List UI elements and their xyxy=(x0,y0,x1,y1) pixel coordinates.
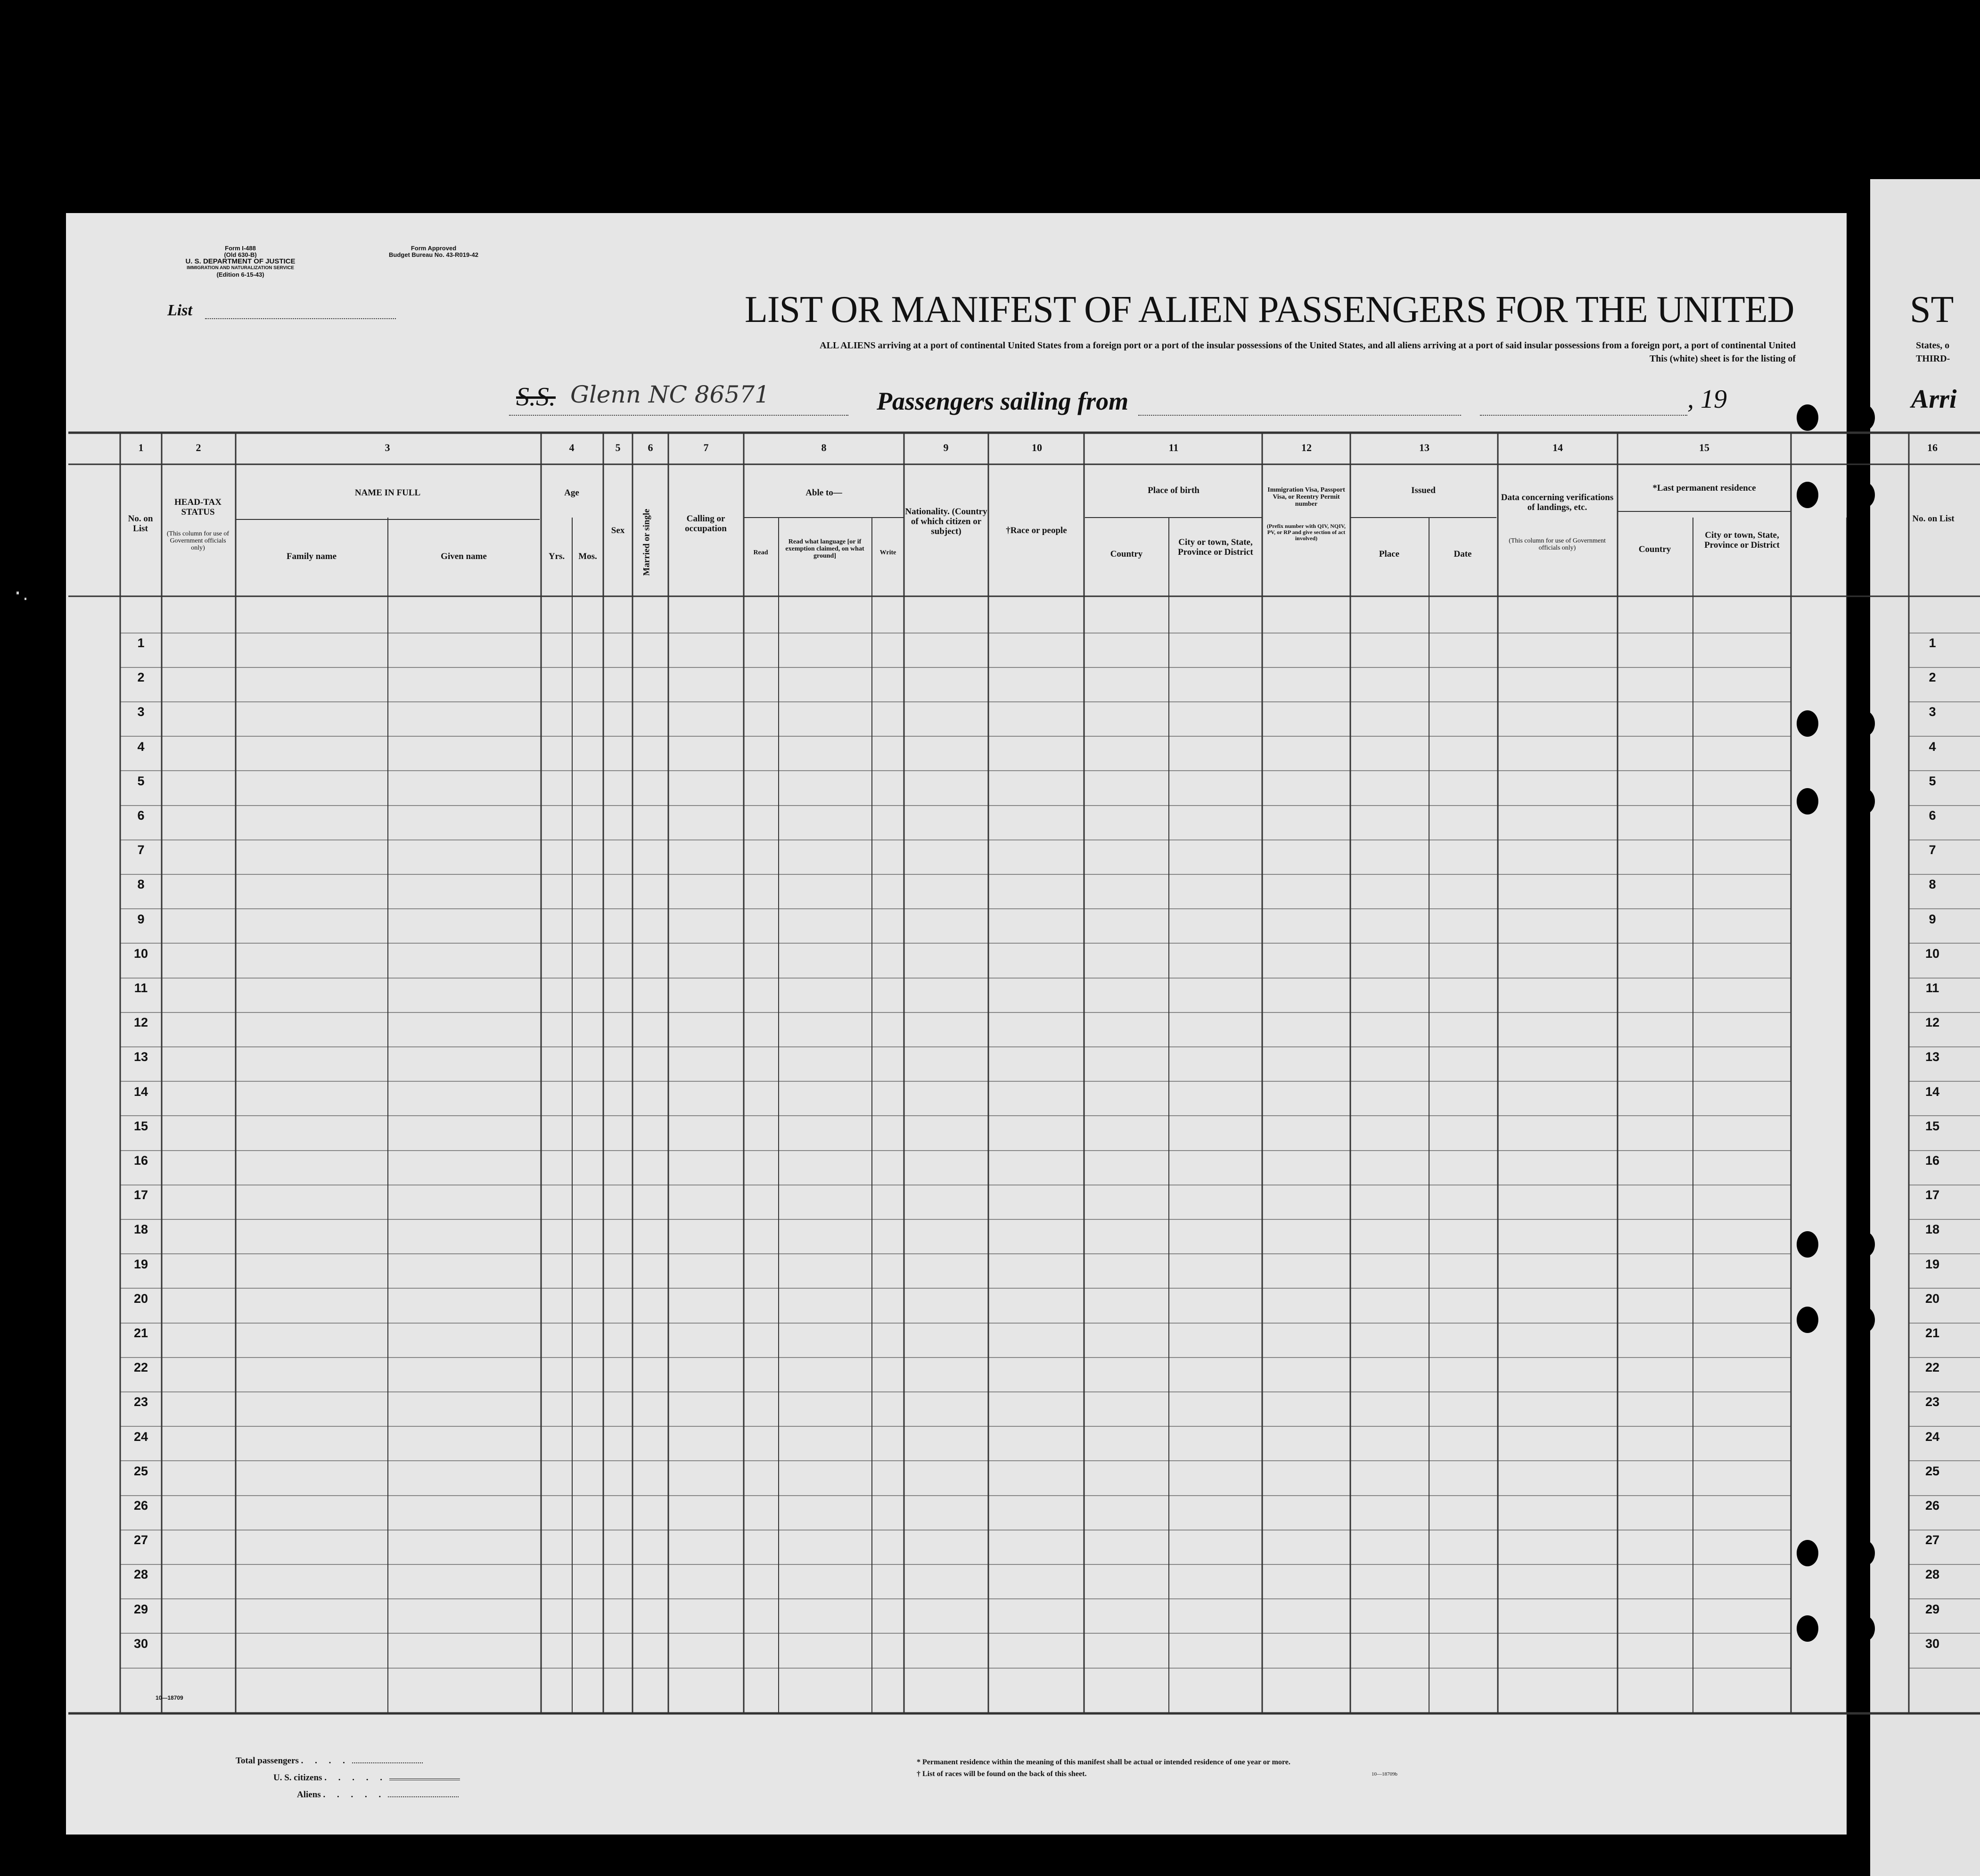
row-number: 7 xyxy=(137,843,145,857)
header-data-concerning: Data concerning verifications of landings, etc. xyxy=(1501,493,1614,512)
binding-hole xyxy=(1853,1307,1875,1333)
year-label: , 19 xyxy=(1687,385,1727,414)
us-citizens-label: U. S. citizens xyxy=(273,1773,322,1783)
ship-prefix: S.S. xyxy=(516,382,556,411)
header-no-on-list2: No. on List xyxy=(1912,514,1955,524)
row-number: 17 xyxy=(133,1188,148,1202)
row-number-right: 15 xyxy=(1925,1119,1940,1133)
row-number-right: 16 xyxy=(1925,1153,1940,1168)
row-number: 23 xyxy=(133,1395,148,1409)
row-number: 13 xyxy=(133,1050,148,1064)
header-race: †Race or people xyxy=(1006,526,1067,535)
column-number: 3 xyxy=(385,442,390,453)
row-number: 30 xyxy=(133,1637,148,1651)
aliens-label: Aliens xyxy=(297,1790,321,1800)
header-read: Read xyxy=(753,549,768,556)
row-number: 5 xyxy=(137,774,145,788)
instructions-right2: THIRD- xyxy=(1916,354,1950,364)
row-number-right: 13 xyxy=(1925,1050,1940,1064)
header-data-note: (This column for use of Government officials only) xyxy=(1509,537,1606,551)
row-number-right: 28 xyxy=(1925,1567,1940,1581)
column-number: 1 xyxy=(138,442,144,453)
header-family-name: Family name xyxy=(286,551,337,561)
row-number: 27 xyxy=(133,1533,148,1547)
header-date: Date xyxy=(1454,549,1472,559)
binding-hole xyxy=(1797,404,1818,431)
row-number: 24 xyxy=(133,1430,148,1444)
binding-hole xyxy=(1797,1540,1818,1566)
column-number: 6 xyxy=(648,442,653,453)
row-number: 14 xyxy=(133,1085,148,1099)
row-number-right: 20 xyxy=(1925,1292,1940,1306)
row-number-right: 24 xyxy=(1925,1430,1940,1444)
column-number: 4 xyxy=(569,442,575,453)
binding-hole xyxy=(1853,710,1875,737)
row-number: 29 xyxy=(133,1602,148,1616)
service: IMMIGRATION AND NATURALIZATION SERVICE xyxy=(187,265,294,271)
row-number: 2 xyxy=(137,670,145,684)
footnote-2: † List of races will be found on the back of this sheet. xyxy=(917,1770,1087,1778)
header-married: Married or single xyxy=(641,509,652,576)
print-code: 10—18709 xyxy=(156,1695,183,1701)
header-mos: Mos. xyxy=(578,551,597,561)
row-number-right: 2 xyxy=(1929,670,1936,684)
row-number: 25 xyxy=(133,1464,148,1478)
row-number-right: 8 xyxy=(1929,877,1936,891)
header-write: Write xyxy=(879,549,896,556)
header-read-language: Read what language [or if exemption claimed, on what ground] xyxy=(785,538,864,560)
row-number-right: 14 xyxy=(1925,1085,1940,1099)
header-able-to: Able to— xyxy=(805,488,842,498)
row-number-right: 22 xyxy=(1925,1360,1940,1374)
column-number: 14 xyxy=(1553,442,1563,453)
row-number-right: 18 xyxy=(1925,1222,1940,1236)
us-citizens-field[interactable] xyxy=(389,1778,460,1780)
total-passengers-label: Total passengers xyxy=(236,1756,299,1766)
row-number-right: 6 xyxy=(1929,808,1936,823)
total-passengers-row: Total passengers . . . . xyxy=(236,1756,460,1773)
budget-number: Budget Bureau No. 43-R019-42 xyxy=(389,251,478,258)
header-name-in-full: NAME IN FULL xyxy=(354,488,421,498)
totals xyxy=(236,1756,460,1807)
row-number: 19 xyxy=(133,1257,148,1271)
binding-hole xyxy=(1853,404,1875,431)
column-number: 2 xyxy=(196,442,201,453)
arriving-label: Arri xyxy=(1911,385,1957,414)
row-number: 22 xyxy=(133,1360,148,1374)
row-number: 18 xyxy=(133,1222,148,1236)
row-number: 16 xyxy=(133,1153,148,1168)
header-place: Place xyxy=(1379,549,1400,559)
ship-name-handwritten: Glenn NC 86571 xyxy=(570,381,770,408)
binding-hole xyxy=(1797,482,1818,508)
department: U. S. DEPARTMENT OF JUSTICE xyxy=(185,257,296,265)
header-age: Age xyxy=(564,488,579,498)
header-last-residence: *Last permanent residence xyxy=(1652,483,1756,493)
header-visa-note: (Prefix number with QIV, NQIV, PV, or RP and give section of act involved) xyxy=(1266,523,1346,542)
column-number: 13 xyxy=(1419,442,1430,453)
row-number-right: 10 xyxy=(1925,946,1940,961)
row-number-right: 11 xyxy=(1925,981,1939,995)
row-number-right: 30 xyxy=(1925,1637,1940,1651)
page-title: LIST OR MANIFEST OF ALIEN PASSENGERS FOR THE UNITED xyxy=(745,289,1794,330)
column-number: 15 xyxy=(1699,442,1709,453)
column-number: 5 xyxy=(615,442,621,453)
row-number: 20 xyxy=(133,1292,148,1306)
row-number-right: 23 xyxy=(1925,1395,1940,1409)
row-number-right: 27 xyxy=(1925,1533,1940,1547)
binding-hole xyxy=(1853,788,1875,815)
row-number-right: 1 xyxy=(1929,636,1936,650)
edition: (Edition 6-15-43) xyxy=(216,271,264,278)
row-number: 6 xyxy=(137,808,145,823)
form-number: Form I-488 xyxy=(225,245,256,252)
binding-hole xyxy=(1797,710,1818,737)
header-issued: Issued xyxy=(1411,485,1436,495)
row-number-right: 19 xyxy=(1925,1257,1940,1271)
row-number: 1 xyxy=(137,636,145,650)
header-head-tax-note: (This column for use of Government officials only) xyxy=(166,530,230,551)
binding-hole xyxy=(1853,1231,1875,1258)
header-country2: Country xyxy=(1638,544,1671,554)
row-number-right: 9 xyxy=(1929,912,1936,926)
binding-hole xyxy=(1853,482,1875,508)
column-number: 11 xyxy=(1168,442,1179,453)
binding-hole xyxy=(1797,1307,1818,1333)
total-passengers-field[interactable] xyxy=(352,1762,423,1763)
row-number: 21 xyxy=(133,1326,148,1340)
row-number: 4 xyxy=(137,740,145,754)
row-number: 26 xyxy=(133,1498,148,1513)
row-number-right: 29 xyxy=(1925,1602,1940,1616)
row-number-right: 26 xyxy=(1925,1498,1940,1513)
header-sex: Sex xyxy=(611,526,625,535)
us-citizens-row: U. S. citizens . . . . . xyxy=(273,1773,460,1790)
row-number-right: 12 xyxy=(1925,1015,1940,1029)
header-given-name: Given name xyxy=(441,551,487,561)
margin-speck xyxy=(16,592,19,594)
row-number: 10 xyxy=(133,946,148,961)
instructions-line2: This (white) sheet is for the listing of xyxy=(1649,354,1796,364)
binding-hole xyxy=(1797,1615,1818,1642)
header-place-of-birth: Place of birth xyxy=(1148,485,1200,495)
header-no-on-list: No. on List xyxy=(128,514,153,534)
row-number-right: 5 xyxy=(1929,774,1936,788)
header-city-town: City or town, State, Province or District xyxy=(1178,537,1253,557)
column-number: 12 xyxy=(1301,442,1312,453)
binding-hole xyxy=(1853,1540,1875,1566)
aliens-row: Aliens . . . . . xyxy=(297,1790,460,1807)
column-number: 16 xyxy=(1927,442,1938,453)
instructions: ALL ALIENS arriving at a port of continental United States from a foreign port or a port of the insular possessions of the United States, and all aliens arriving at a port of said insular possessions from a foreign port, a port of continental United xyxy=(820,340,1796,351)
column-number: 8 xyxy=(821,442,827,453)
form-approved: Form Approved xyxy=(411,245,457,252)
instructions-right1: States, o xyxy=(1916,340,1950,351)
column-number: 10 xyxy=(1032,442,1042,453)
footnote-code: 10—18709b xyxy=(1372,1771,1397,1777)
header-country: Country xyxy=(1110,549,1143,559)
header-nationality: Nationality. (Country of which citizen or subject) xyxy=(905,507,987,536)
binding-hole xyxy=(1797,1231,1818,1258)
row-number: 11 xyxy=(134,981,148,995)
row-number: 9 xyxy=(137,912,145,926)
header-city-town2: City or town, State, Province or District xyxy=(1704,530,1780,550)
sailing-label: Passengers sailing from xyxy=(877,387,1129,415)
row-number: 12 xyxy=(133,1015,148,1029)
footnote-1: * Permanent residence within the meaning of this manifest shall be actual or intended residence of one year or more. xyxy=(917,1758,1290,1766)
row-number-right: 4 xyxy=(1929,740,1936,754)
row-number: 3 xyxy=(137,705,145,719)
binding-hole xyxy=(1853,1615,1875,1642)
row-number-right: 3 xyxy=(1929,705,1936,719)
margin-speck xyxy=(25,598,26,600)
row-number: 15 xyxy=(133,1119,148,1133)
header-calling: Calling or occupation xyxy=(685,514,727,534)
aliens-field[interactable] xyxy=(388,1796,459,1797)
header-visa: Immigration Visa, Passport Visa, or Reentry Permit number xyxy=(1267,486,1345,508)
row-number-right: 25 xyxy=(1925,1464,1940,1478)
row-number-right: 21 xyxy=(1925,1326,1940,1340)
row-number-right: 7 xyxy=(1929,843,1936,857)
column-number: 7 xyxy=(703,442,709,453)
header-head-tax: HEAD-TAX STATUS xyxy=(174,497,222,517)
list-label: List xyxy=(167,302,192,319)
binding-hole xyxy=(1797,788,1818,815)
page-title-continuation: ST xyxy=(1910,289,1954,330)
row-number: 28 xyxy=(133,1567,148,1581)
row-number: 8 xyxy=(137,877,145,891)
row-number-right: 17 xyxy=(1925,1188,1940,1202)
header-yrs: Yrs. xyxy=(548,551,565,561)
form-old-number: (Old 630-B) xyxy=(224,251,257,258)
column-number: 9 xyxy=(943,442,949,453)
